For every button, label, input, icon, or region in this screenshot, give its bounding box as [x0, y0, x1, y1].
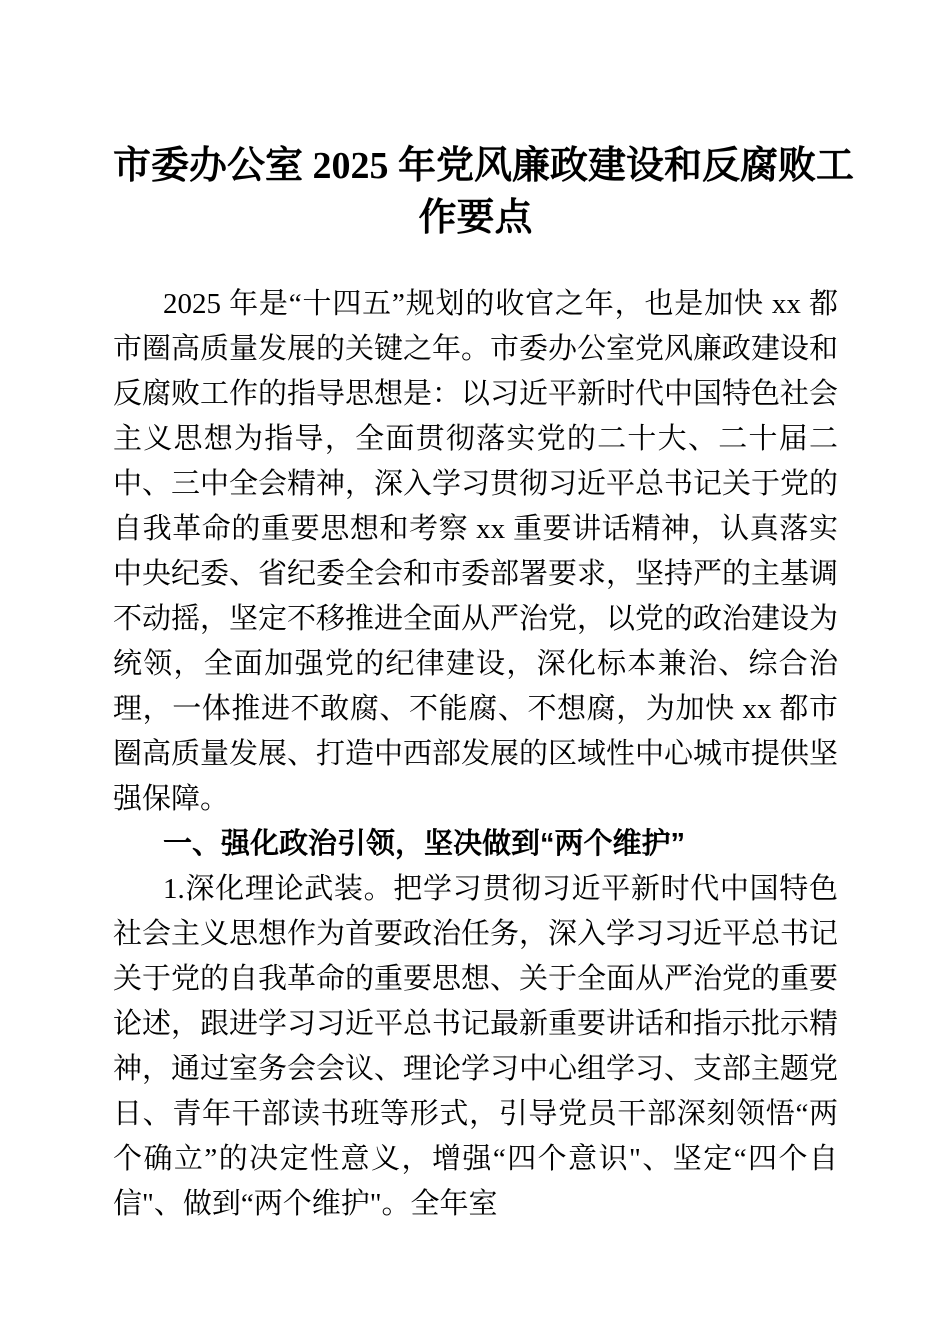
section-heading-1: 一、强化政治引领，坚决做到“两个维护” [163, 828, 686, 860]
numbered-paragraph-1: 1.深化理论武装。把学习贯彻习近平新时代中国特色社会主义思想作为首要政治任务，深入学习习近平总书记关于党的自我革命的重要思想、关于全面从严治党的重要论述，跟进学习习近平总书记最新重要讲话和指示批示精神，通过室务会会议、理论学习中心组学习、支部主题党日、青年干部读书班等形式，引导党员干部深刻领悟“两个确立”的决定性意义，增强“四个意识"、坚定“四个自信"、做到“两个维护"。全年室 [113, 873, 839, 1220]
document-title-line-2: 作要点 [418, 197, 533, 239]
document-title-line-1: 市委办公室 2025 年党风廉政建设和反腐败工 [113, 145, 855, 187]
intro-paragraph: 2025 年是“十四五”规划的收官之年，也是加快 xx 都市圈高质量发展的关键之年。市委办公室党风廉政建设和反腐败工作的指导思想是：以习近平新时代中国特色社会主义思想为指导，全面贯彻落实党的二十大、二十届二中、三中全会精神，深入学习贯彻习近平总书记关于党的自我革命的重要思想和考察 xx 重要讲话精神，认真落实中央纪委、省纪委全会和市委部署要求，坚持严的主基调不动摇，坚定不移推进全面从严治党，以党的政治建设为统领，全面加强党的纪律建设，深化标本兼治、综合治理，一体推进不敢腐、不能腐、不想腐，为加快 xx 都市圈高质量发展、打造中西部发展的区域性中心城市提供坚强保障。 [113, 288, 839, 815]
document-title [113, 140, 855, 244]
